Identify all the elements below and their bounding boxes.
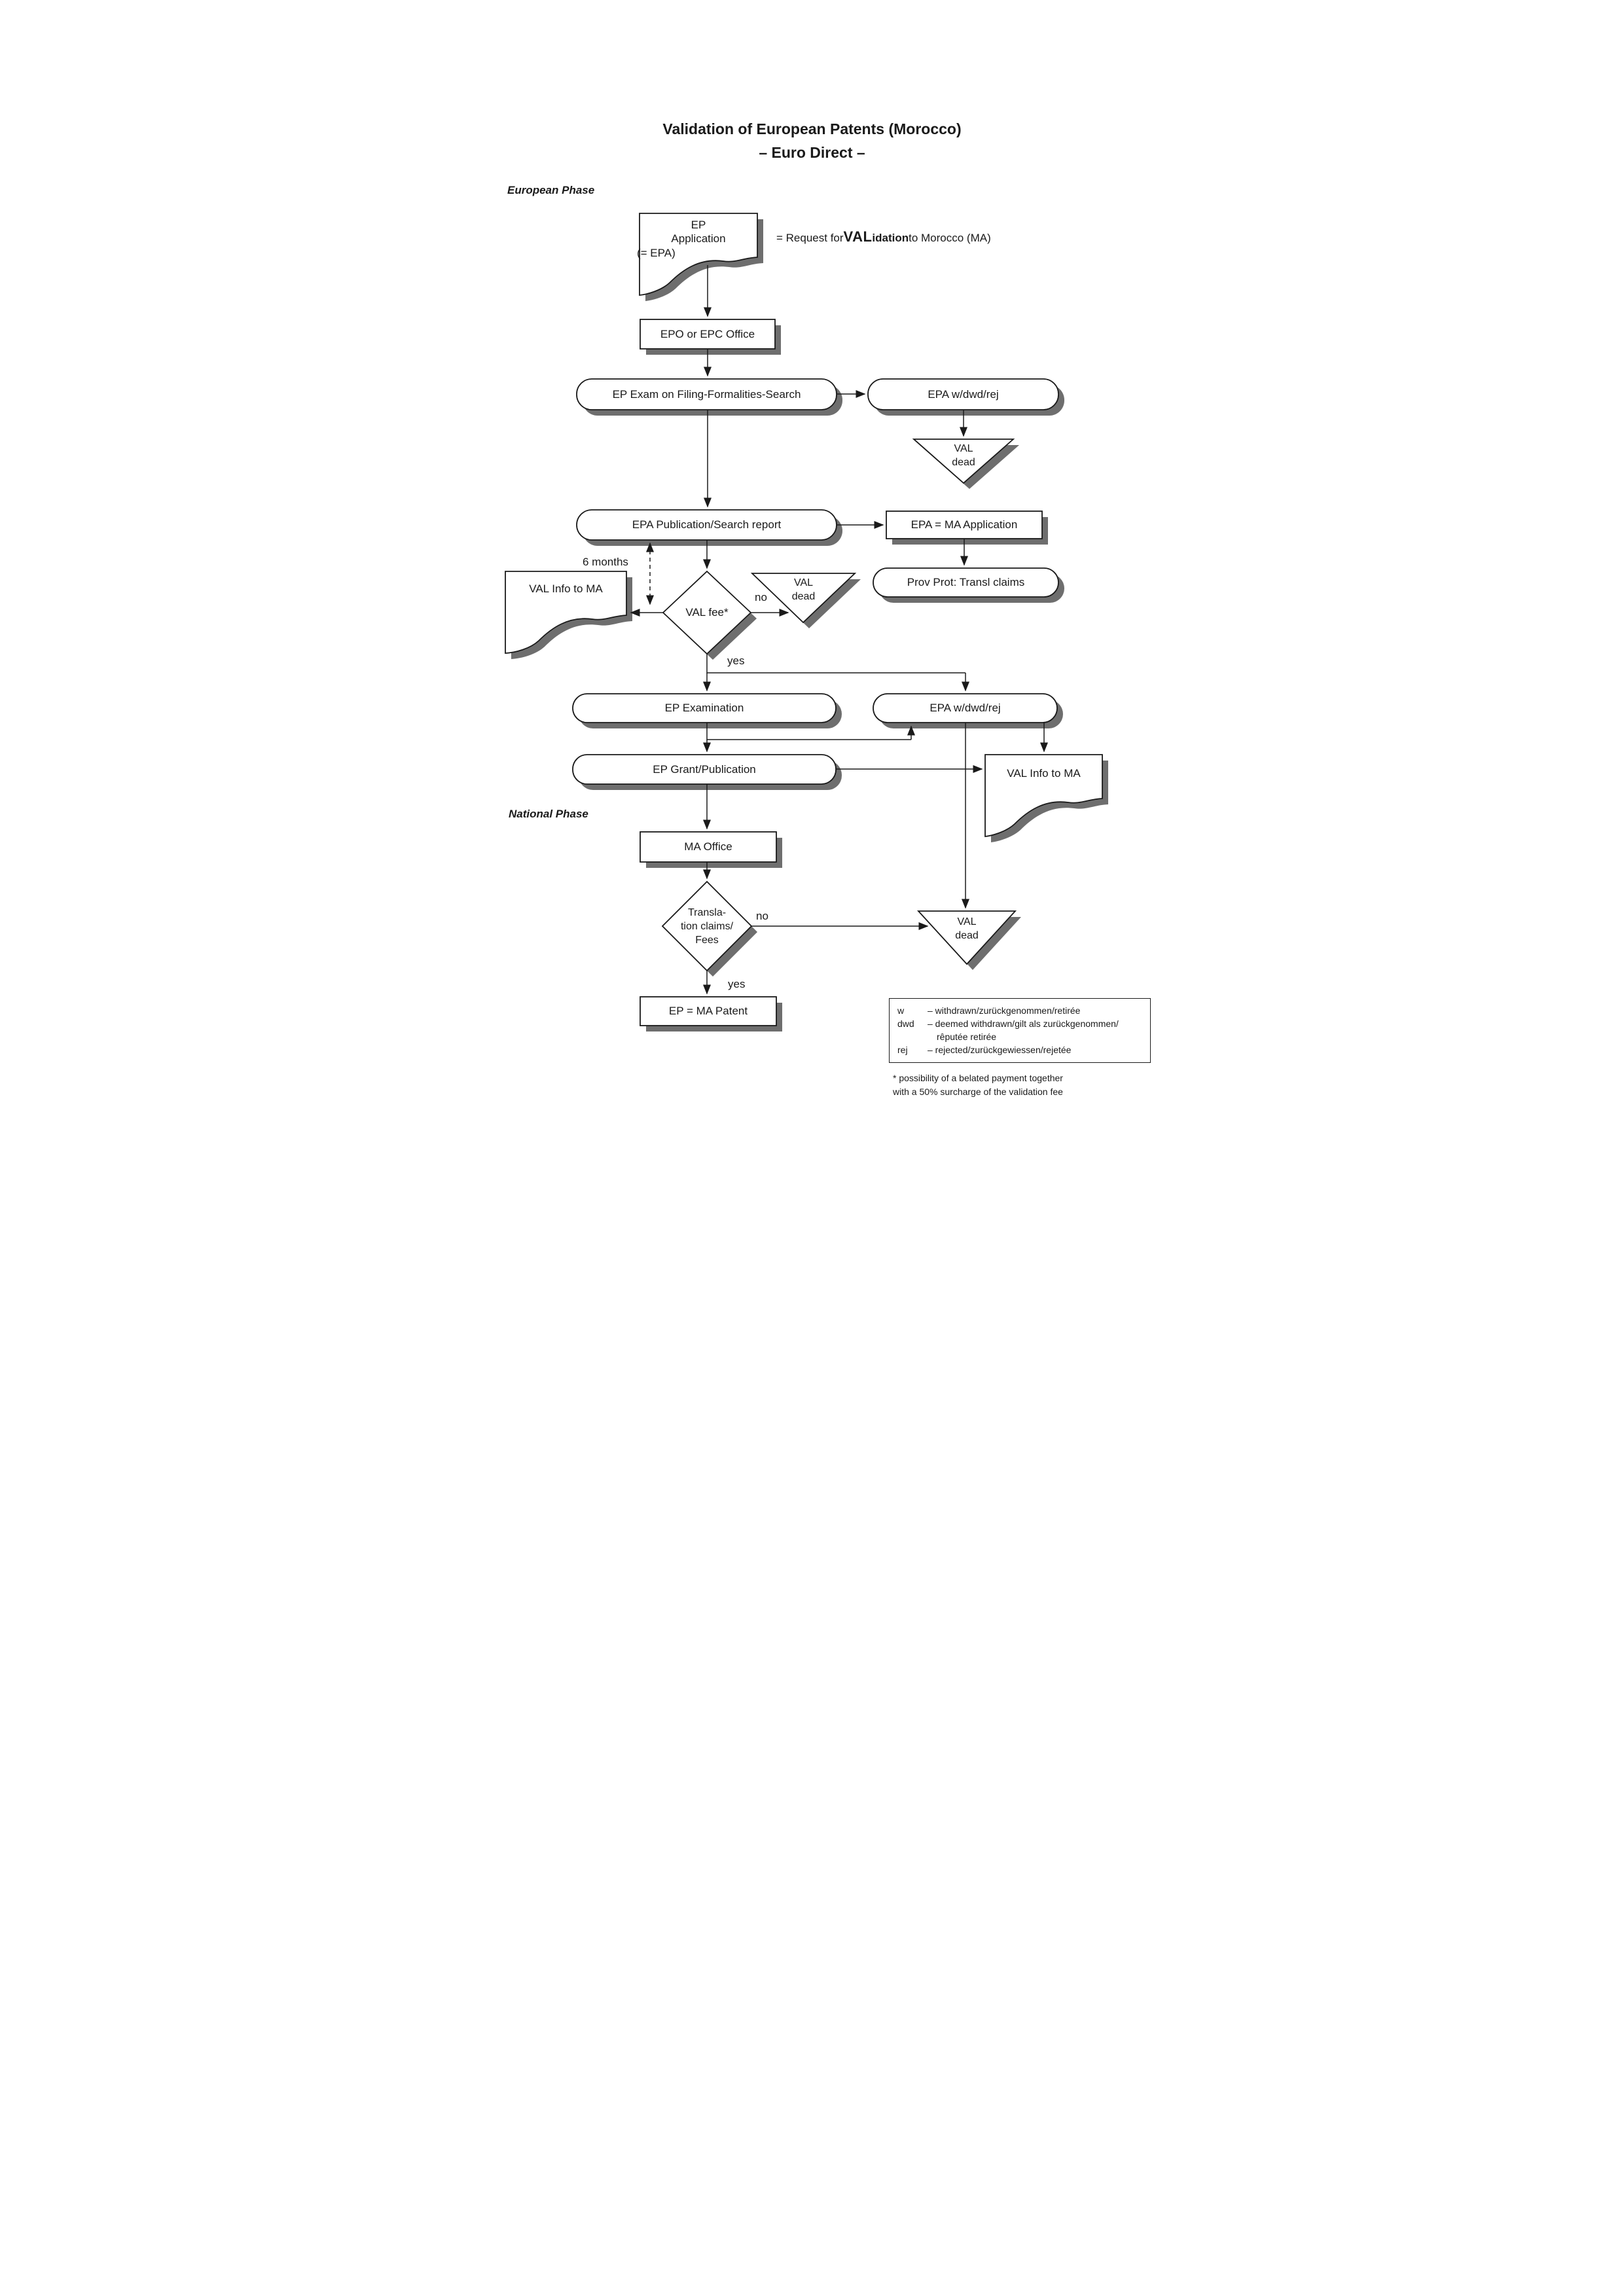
- val-dead-2-line2: dead: [791, 591, 816, 603]
- request-note-prefix: = Request for: [776, 232, 844, 244]
- request-note-bold: VAL: [843, 228, 873, 245]
- footnote-line2: with a 50% surcharge of the validation fee: [893, 1086, 1063, 1097]
- page-subtitle: – Euro Direct –: [759, 144, 865, 161]
- request-note: [776, 228, 991, 245]
- european-phase-label: European Phase: [507, 184, 595, 196]
- national-phase-label: National Phase: [509, 808, 588, 820]
- yes-label-2: yes: [728, 978, 746, 990]
- val-dead-2-line1: VAL: [793, 577, 814, 588]
- translation-claims-line3: Fees: [695, 935, 719, 946]
- ep-application-label: [637, 218, 757, 260]
- epa-ma-application-label: EPA = MA Application: [911, 518, 1018, 531]
- ep-examination-label: EP Examination: [664, 702, 744, 715]
- ep-ma-patent-label: EP = MA Patent: [668, 1005, 748, 1018]
- val-dead-3-line2: dead: [955, 930, 979, 942]
- val-dead-1-line1: VAL: [954, 443, 973, 454]
- legend-term-dwd: dwd: [897, 1018, 914, 1029]
- translation-claims-line2: tion claims/: [680, 921, 734, 933]
- epa-wdwdrej-2-label: EPA w/dwd/rej: [929, 702, 1001, 715]
- no-label-1: no: [755, 591, 767, 603]
- flowchart-page: [406, 0, 1218, 1148]
- yes-label-1: yes: [727, 655, 745, 667]
- ma-office-label: MA Office: [684, 840, 732, 853]
- legend-row-rej: [897, 1044, 1142, 1057]
- val-dead-1-line2: dead: [952, 457, 975, 469]
- prov-prot-label: Prov Prot: Transl claims: [907, 576, 1025, 589]
- val-dead-2-label: [752, 576, 855, 603]
- flowchart-canvas: [406, 0, 1218, 1148]
- legend-row-dwd-cont: [897, 1031, 1142, 1044]
- val-dead-1-label: [914, 442, 1013, 469]
- val-info-ma-1-label: VAL Info to MA: [529, 583, 603, 596]
- legend-row-dwd: [897, 1018, 1142, 1031]
- translation-claims-label: [658, 906, 756, 947]
- legend-box: [889, 998, 1151, 1063]
- ep-grant-label: EP Grant/Publication: [653, 762, 756, 776]
- epo-office-label: EPO or EPC Office: [660, 327, 755, 340]
- request-note-bold-suffix: idation: [872, 232, 909, 244]
- epa-wdwdrej-1-label: EPA w/dwd/rej: [928, 387, 999, 401]
- legend-term-rej: rej: [897, 1044, 908, 1055]
- legend-row-w: [897, 1005, 1142, 1018]
- six-months-label: 6 months: [583, 556, 628, 568]
- ep-application-line2: Application: [671, 232, 726, 245]
- epa-publication-label: EPA Publication/Search report: [632, 518, 782, 531]
- legend-term-blank: [897, 1031, 928, 1044]
- ep-application-line3: (= EPA): [637, 246, 676, 259]
- translation-claims-line1: Transla-: [687, 907, 727, 918]
- val-dead-3-line1: VAL: [957, 916, 977, 927]
- val-dead-3-label: [918, 915, 1015, 942]
- ep-application-line1: EP: [691, 219, 706, 231]
- footnote: [893, 1071, 1063, 1099]
- footnote-line1: * possibility of a belated payment together: [893, 1073, 1063, 1083]
- legend-term-w: w: [897, 1005, 905, 1016]
- page-title: Validation of European Patents (Morocco): [662, 120, 962, 137]
- val-fee-label: VAL fee*: [685, 606, 729, 619]
- val-info-ma-2-label: VAL Info to MA: [1007, 767, 1081, 780]
- request-note-suffix: to Morocco (MA): [909, 232, 991, 244]
- no-label-2: no: [756, 910, 768, 922]
- ep-exam-label: EP Exam on Filing-Formalities-Search: [612, 387, 801, 401]
- legend-def-w: – withdrawn/zurückgenommen/retirée: [928, 1005, 1081, 1016]
- legend-def-dwd: – deemed withdrawn/gilt als zurückgenommen/: [928, 1018, 1119, 1029]
- line-valfee-yes-branch: [707, 654, 965, 673]
- legend-def-rej: – rejected/zurückgewiessen/rejetée: [928, 1044, 1072, 1055]
- legend-def-dwd-cont: rêputée retirée: [937, 1031, 997, 1042]
